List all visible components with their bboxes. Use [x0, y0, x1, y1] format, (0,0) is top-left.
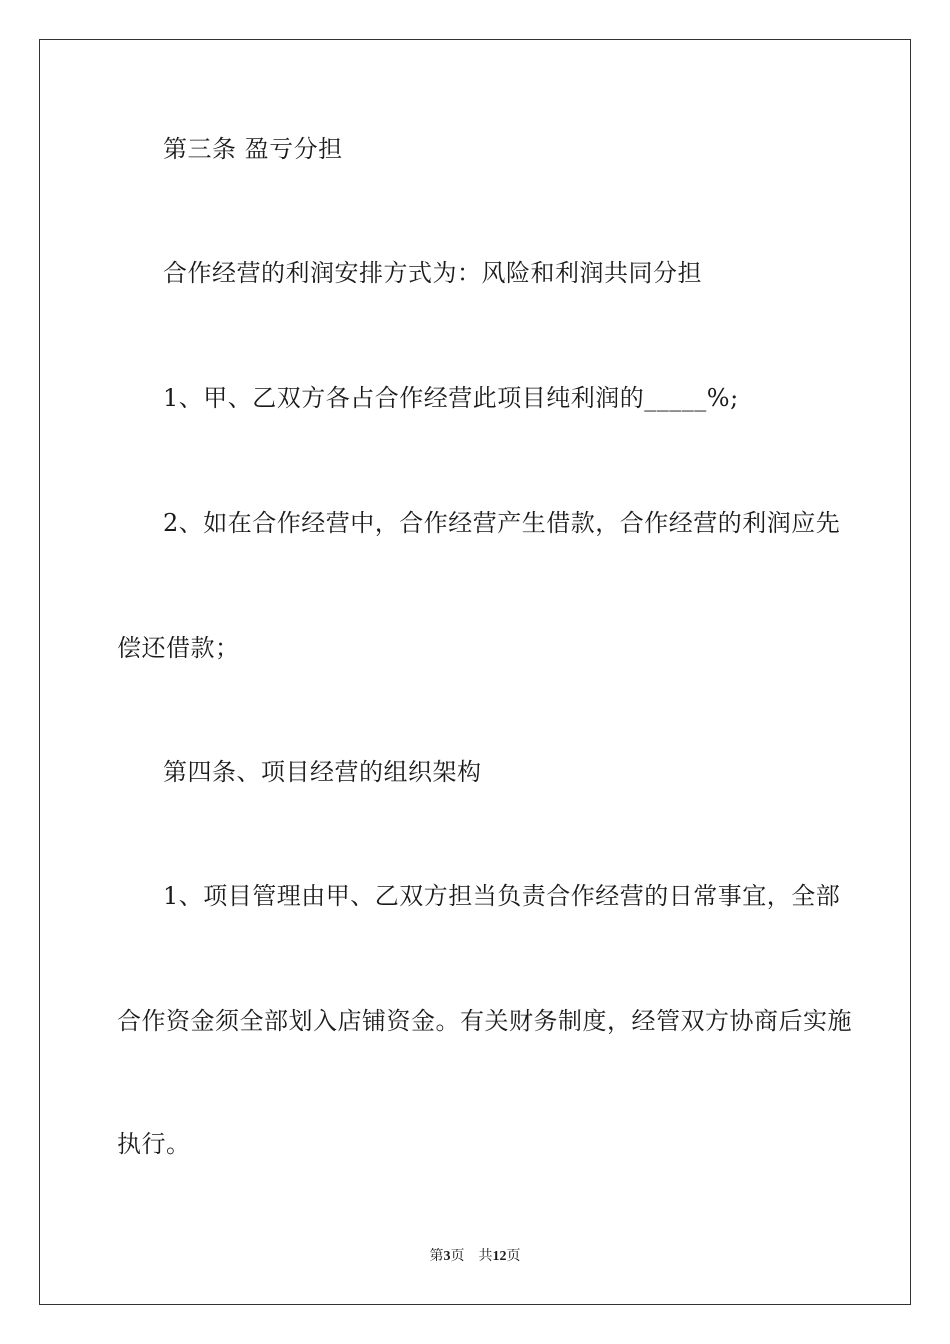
- footer-total-prefix: 共: [478, 1249, 493, 1264]
- footer-page-suffix: 页: [450, 1249, 465, 1264]
- paragraph-item-1-management: 1、项目管理由甲、乙双方担当负责合作经营的日常事宜，全部: [163, 882, 841, 910]
- footer-total-pages: 12: [492, 1249, 507, 1264]
- footer-page-number: 3: [443, 1249, 451, 1264]
- paragraph-item-1-profit-share: 1、甲、乙双方各占合作经营此项目纯利润的_____%;: [163, 384, 739, 412]
- page-border: [39, 39, 911, 1305]
- paragraph-profit-arrangement: 合作经营的利润安排方式为：风险和利润共同分担: [163, 259, 702, 287]
- paragraph-item-2-continuation: 偿还借款；: [117, 634, 240, 662]
- footer-total-suffix: 页: [506, 1249, 521, 1264]
- article-4-heading: 第四条、项目经营的组织架构: [163, 758, 482, 786]
- page-footer: [0, 1248, 950, 1266]
- footer-page-prefix: 第: [429, 1249, 444, 1264]
- paragraph-item-1-continuation: 合作资金须全部划入店铺资金。有关财务制度，经管双方协商后实施: [117, 1007, 852, 1035]
- paragraph-item-2-loans: 2、如在合作经营中，合作经营产生借款，合作经营的利润应先: [163, 509, 841, 537]
- article-3-heading: 第三条 盈亏分担: [163, 135, 343, 163]
- paragraph-item-1-ending: 执行。: [117, 1130, 191, 1158]
